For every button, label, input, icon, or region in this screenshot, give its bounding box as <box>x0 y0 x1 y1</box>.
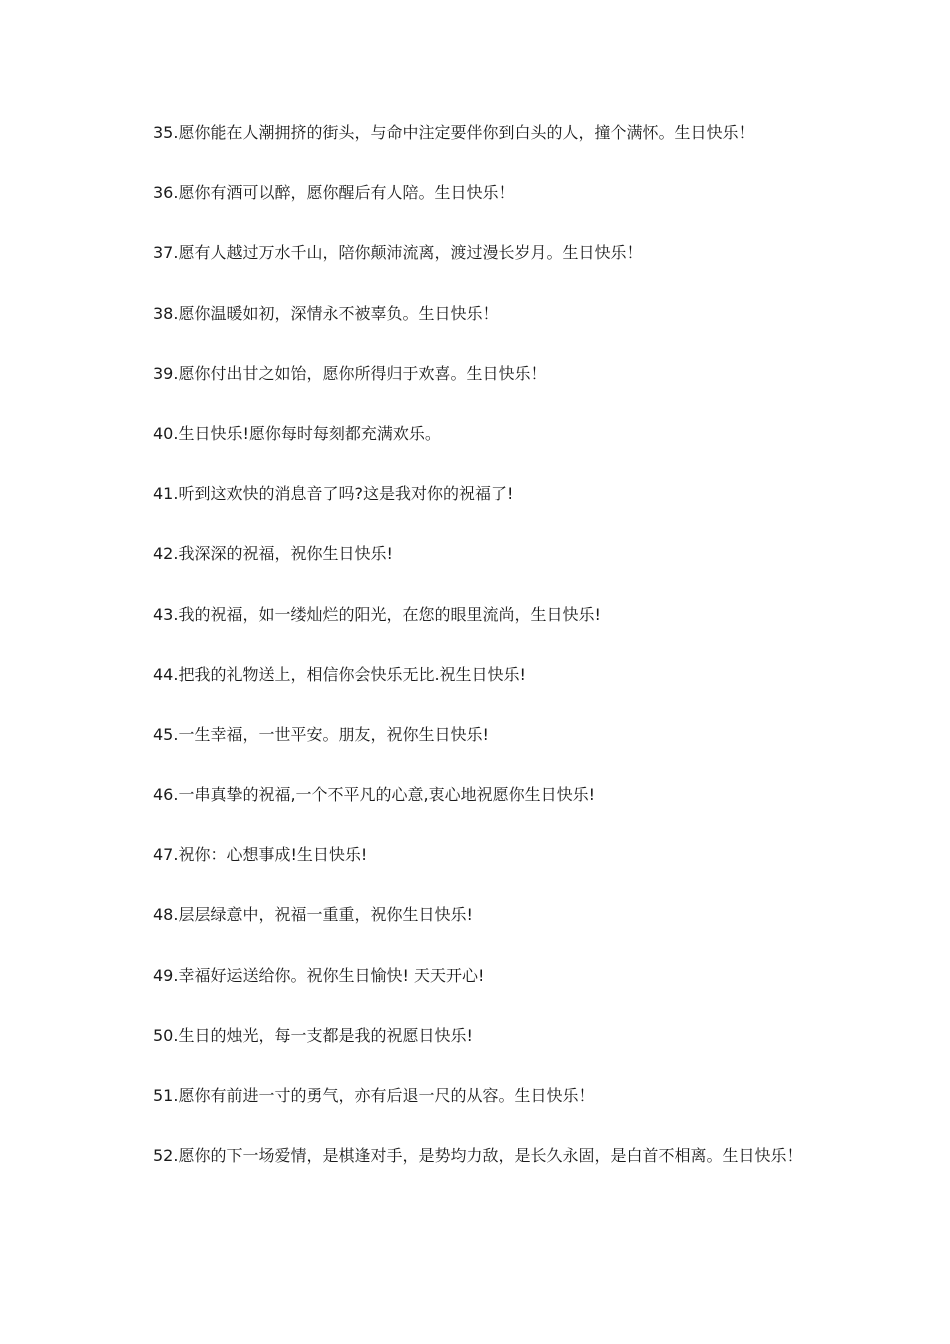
list-item: 50.生日的烛光，每一支都是我的祝愿日快乐! <box>153 1025 473 1045</box>
list-item: 51.愿你有前进一寸的勇气，亦有后退一尺的从容。生日快乐！ <box>153 1086 595 1105</box>
list-item: 36.愿你有酒可以醉，愿你醒后有人陪。生日快乐！ <box>153 183 515 203</box>
list-item: 42.我深深的祝福，祝你生日快乐! <box>153 544 393 564</box>
list-item: 40.生日快乐!愿你每时每刻都充满欢乐。 <box>153 423 441 443</box>
list-item: 52.愿你的下一场爱情，是棋逢对手，是势均力敌，是长久永固，是白首不相离。生日快乐！ <box>153 1146 803 1166</box>
list-item: 35.愿你能在人潮拥挤的街头，与命中注定要伴你到白头的人，撞个满怀。生日快乐！ <box>153 123 755 142</box>
wish-list <box>153 118 803 1201</box>
list-item: 38.愿你温暖如初，深情永不被辜负。生日快乐！ <box>153 303 499 323</box>
list-item: 37.愿有人越过万水千山，陪你颠沛流离，渡过漫长岁月。生日快乐！ <box>153 243 643 263</box>
list-item: 43.我的祝福，如一缕灿烂的阳光，在您的眼里流尚，生日快乐! <box>153 604 601 624</box>
list-item: 39.愿你付出甘之如饴，愿你所得归于欢喜。生日快乐！ <box>153 363 547 383</box>
list-item: 44.把我的礼物送上，相信你会快乐无比.祝生日快乐! <box>153 664 526 684</box>
list-item: 49.幸福好运送给你。祝你生日愉快! 天天开心! <box>153 965 485 985</box>
list-item: 46.一串真挚的祝福,一个不平凡的心意,衷心地祝愿你生日快乐! <box>153 785 596 805</box>
list-item: 41.听到这欢快的消息音了吗?这是我对你的祝福了! <box>153 484 514 504</box>
list-item: 48.层层绿意中，祝福一重重，祝你生日快乐! <box>153 905 473 925</box>
list-item: 47.祝你：心想事成!生日快乐! <box>153 845 368 865</box>
list-item: 45.一生幸福，一世平安。朋友，祝你生日快乐! <box>153 724 489 744</box>
